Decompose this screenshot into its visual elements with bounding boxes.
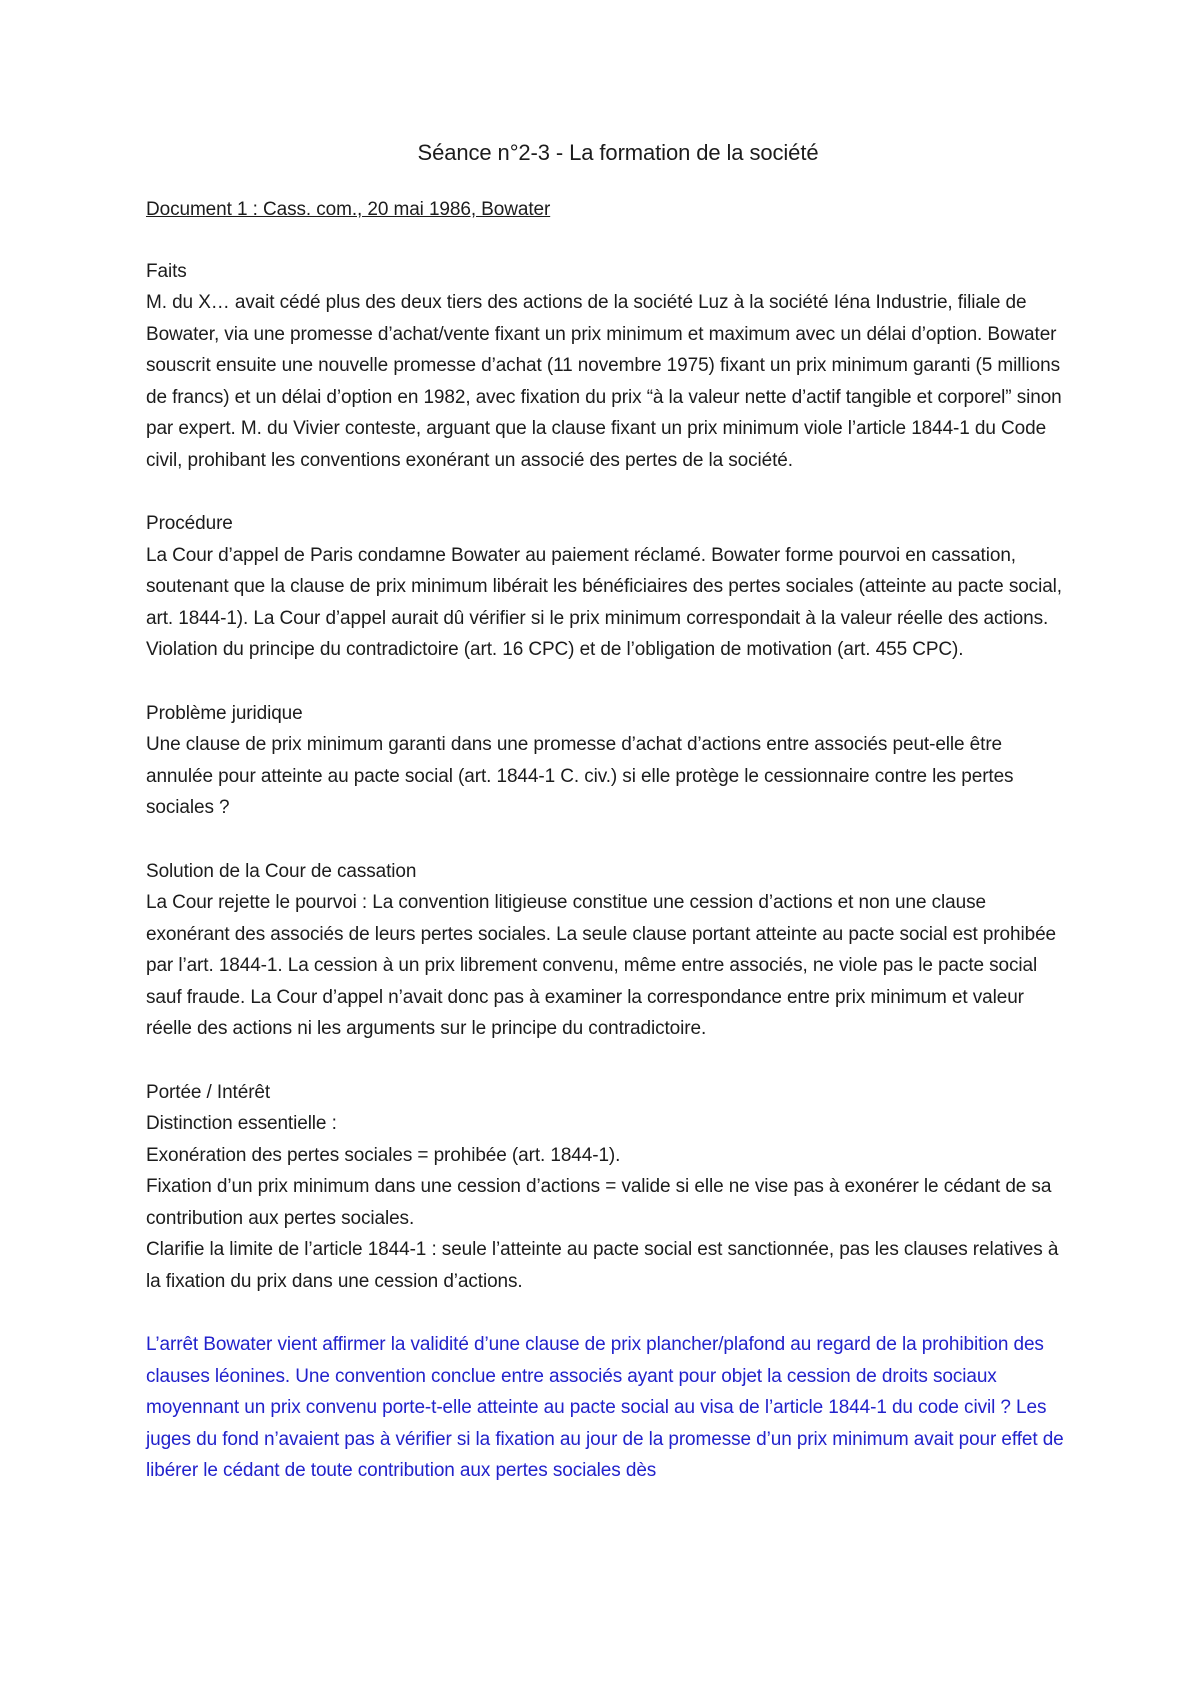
section-probleme <box>146 698 1066 824</box>
portee-line-fixation: Fixation d’un prix minimum dans une cession d’actions = valide si elle ne vise pas à exonérer le cédant de sa contribution aux pertes sociales. <box>146 1176 1052 1229</box>
portee-line-clarifie: Clarifie la limite de l’article 1844-1 : seule l’atteinte au pacte social est sanctionnée, pas les clauses relatives à la fixation du prix dans une cession d’actions. <box>146 1239 1059 1292</box>
section-heading-probleme: Problème juridique <box>146 702 303 724</box>
section-text-faits: M. du X… avait cédé plus des deux tiers des actions de la société Luz à la société Iéna Industrie, filiale de Bowater, via une promesse d’achat/vente fixant un prix minimum et maximum avec un délai d’option. Bowater souscrit ensuite une nouvelle promesse d’achat (11 novembre 1975) fixant un prix minimum garanti (5 millions de francs) et un délai d’option en 1982, avec fixation du prix “à la valeur nette d’actif tangible et corporel” sinon par expert. M. du Vivier conteste, arguant que la clause fixant un prix minimum viole l’article 1844-1 du Code civil, prohibant les conventions exonérant un associé des pertes de la société. <box>146 292 1062 471</box>
section-portee <box>146 1077 1066 1298</box>
section-text-probleme: Une clause de prix minimum garanti dans une promesse d’achat d’actions entre associés peut-elle être annulée pour atteinte au pacte social (art. 1844-1 C. civ.) si elle protège le cessionnaire contre les pertes sociales ? <box>146 734 1014 818</box>
portee-line-distinction: Distinction essentielle : <box>146 1113 337 1134</box>
section-solution <box>146 856 1066 1045</box>
section-text-procedure: La Cour d’appel de Paris condamne Bowater au paiement réclamé. Bowater forme pourvoi en cassation, soutenant que la clause de prix minimum libérait les bénéficiaires des pertes sociales (atteinte au pacte social, art. 1844-1). La Cour d’appel aurait dû vérifier si le prix minimum correspondait à la valeur réelle des actions. Violation du principe du contradictoire (art. 16 CPC) et de l’obligation de motivation (art. 455 CPC). <box>146 544 1062 660</box>
page-title: Séance n°2-3 - La formation de la société <box>417 140 819 165</box>
portee-line-exoneration: Exonération des pertes sociales = prohibée (art. 1844-1). <box>146 1144 621 1166</box>
section-heading-solution: Solution de la Cour de cassation <box>146 860 417 882</box>
section-heading-faits: Faits <box>146 260 187 282</box>
section-faits <box>146 256 1066 477</box>
section-heading-procedure: Procédure <box>146 513 233 534</box>
section-heading-portee: Portée / Intérêt <box>146 1081 271 1103</box>
section-procedure <box>146 508 1066 666</box>
section-text-solution: La Cour rejette le pourvoi : La convention litigieuse constitue une cession d’actions et non une clause exonérant des associés de leurs pertes sociales. La seule clause portant atteinte au pacte social est prohibée par l’art. 1844-1. La cession à un prix librement convenu, même entre associés, ne viole pas le pacte social sauf fraude. La Cour d’appel n’avait donc pas à examiner la correspondance entre prix minimum et valeur réelle des actions ni les arguments sur le principe du contradictoire. <box>146 892 1057 1039</box>
commentary-note: L’arrêt Bowater vient affirmer la validité d’une clause de prix plancher/plafond au regard de la prohibition des clauses léonines. Une convention conclue entre associés ayant pour objet la cession de droits sociaux moyennant un prix convenu porte-t-elle atteinte au pacte social au visa de l’article 1844-1 du code civil ? Les juges du fond n’avaient pas à vérifier si la fixation au jour de la promesse d’un prix minimum avait pour effet de libérer le cédant de toute contribution aux pertes sociales dès <box>146 1334 1064 1481</box>
document-body <box>146 138 1066 1487</box>
document-reference: Document 1 : Cass. com., 20 mai 1986, Bowater <box>146 199 551 220</box>
